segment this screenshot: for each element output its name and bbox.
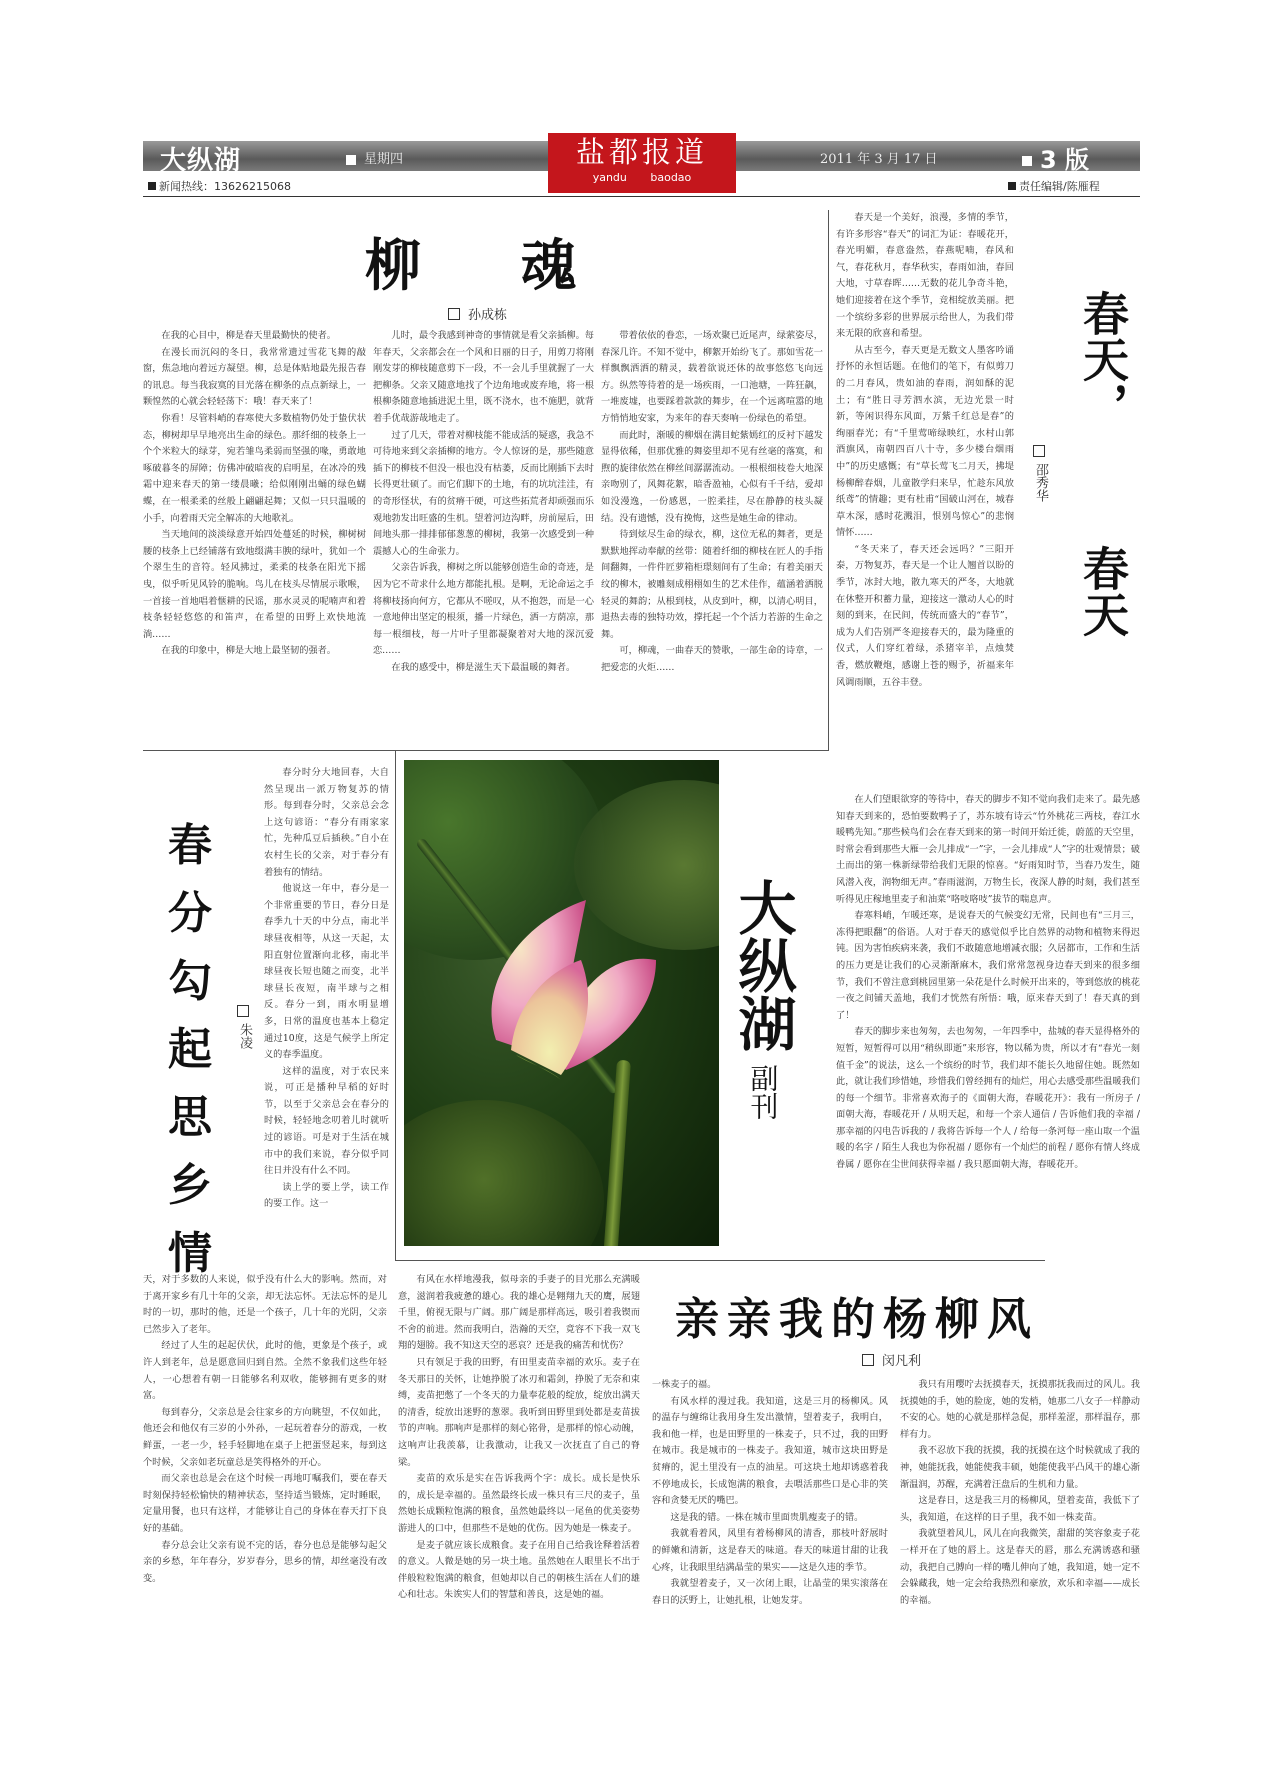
paragraph: 春寒料峭，乍暖还寒，是说春天的气候变幻无常，民间也有“三月三，冻得把眼翻”的俗语。人对于春天的感觉似乎比自然界的动物和植物来得迟钝。因为害怕疾病来袭，我们不敢随意地增减衣服；久居都市，工作和生活的压力更是让我们的心灵渐渐麻木，我们常常忽视身边春天到来的很多细节，我们不曾注意到桃园里第一朵花是什么时候开出来的，等到悠放的桃花一夜之间铺天盖地，我们才恍然有所悟：哦，原来春天到了！春天真的到了！ xyxy=(836,910,1140,1021)
section-name: 大纵湖 xyxy=(160,146,242,176)
paragraph: 是麦子就应该长成粮食。麦子在用自己给我诠释着活着的意义。人微是她的另一块土地。虽然她在人眼里长不出于伴般粒粒饱满的粮食，但她却以自己的朝核生活在人们的雄心和壮志。朱诶实人们的智慧和善良，这是她的福。 xyxy=(398,1539,640,1601)
chuntian-title-bottom: 春天 xyxy=(1076,545,1130,637)
paragraph: 带着依依的眷恋，一场欢聚已近尾声，绿萦姿尽，春深几许。不知不觉中，柳絮开始纷飞了。那如雪花一样飘飘洒洒的精灵，载着欲说还休的故事悠悠飞向远方。纵然等待着的是一场疾雨，一口池塘，一阵狂飙，一堆废墟，也要踩着款款的舞步，在一个远离喧嚣的地方悄悄地安家，为来年的春天奏响一份绿色的希望。 xyxy=(601,330,823,424)
paragraph: 在人们望眼欲穿的等待中，春天的脚步不知不觉向我们走来了。最先感知春天到来的，恐怕要数鸭子了，苏东坡有诗云“竹外桃花三两枝，春江水暖鸭先知。”那些候鸟们会在春天到来的第一时间开始迁徙，蔚蓝的天空里，时常会看到那些大雁一会儿排成“一”字，一会儿排成“人”字的壮观情景；破土而出的第一株新绿带给我们无限的惊喜。“好雨知时节，当春乃发生，随风潜入夜，润物细无声。”春雨滋润，万物生长，夜深人静的时刻，我们甚至听得见庄稼地里麦子和油菜“咯吱咯吱”拔节的喘息声。 xyxy=(836,794,1140,905)
chuntian-column-lower xyxy=(836,792,1140,1268)
liuhun-title: 柳 魂 xyxy=(365,233,617,299)
author-box-icon xyxy=(448,308,460,320)
liuhun-column-3 xyxy=(601,328,823,748)
paragraph: 春天的脚步来也匆匆，去也匆匆，一年四季中，盐城的春天显得格外的短暂，短暂得可以用“稍纵即逝”来形容，物以稀为贵，所以才有“春光一刻值千金”的说法，这么一个缤纷的时节，我们却不能长久地留住她。既然如此，就让我们珍惜她，珍惜我们曾经拥有的灿烂，用心去感受那些温暖我们的每一个细节。非常喜欢海子的《面朝大海，春暖花开》：我有一所房子 / 面朝大海，春暖花开 / 从明天起，和每一个亲人通信 / 告诉他们我的幸福 / 那幸福的闪电告诉我的 / 我将告诉每一个人 / 给每一条河每一座山取一个温暖的名字 / 陌生人我也为你祝福 / 愿你有一个灿烂的前程 / 愿你有情人终成眷属 / 愿你在尘世间获得幸福 / 我只愿面朝大海，春暖花开。 xyxy=(836,1026,1140,1171)
paragraph: 可，柳魂，一曲春天的赞歌，一部生命的诗章，一把爱恋的火炬…… xyxy=(601,645,823,673)
newspaper-logo xyxy=(548,133,736,193)
paragraph: 我就看着风，风里有着杨柳风的清香，那枝叶舒展时的鲜嫩和清新，这是春天的味道。春天的味道甘甜的让我心疼，让我眼里结满晶莹的果实——这是久违的季节。 xyxy=(652,1528,888,1573)
chunfen-column-full xyxy=(143,1272,387,1644)
page-number-text: 3 版 xyxy=(1040,146,1090,174)
yangliu-column-3 xyxy=(900,1377,1140,1644)
paragraph: 在我的印象中，柳是大地上最坚韧的强者。 xyxy=(161,645,336,657)
lotus-bud-icon xyxy=(456,890,676,1110)
yangliu-column-2 xyxy=(652,1377,888,1644)
news-hotline xyxy=(148,178,291,194)
paragraph: 待到炫尽生命的绿衣，柳，这位无私的舞者，更是默默地挥动奉献的丝带：随着纤细的柳枝在匠人的手指间翻舞，一件件匠萝箱柜璟刻间有了生命；有着美丽天纹的柳木，被雕刻成栩栩如生的艺术佳作，蕴涵着洒脱轻灵的舞韵；从根到枝，从皮到叶，柳，以清心明目，退热去毒的独特功效，撑托起一个个活力若游的生命之舞。 xyxy=(601,529,823,640)
paragraph: 在我的心目中，柳是春天里最勤快的使者。 xyxy=(161,330,336,341)
paragraph: 春天是一个美好，浪漫，多情的季节，有许多形容“春天”的词汇为证：春暖花开，春光明媚，春意盎然，春燕呢喃，春风和气，春花秋月，春华秋实，春雨如油，春回大地，寸草春晖……无数的花儿争奇斗艳，她们迎接着在这个季节，竞相绽放美丽。把一个缤纷多彩的世界展示给世人，为我们带来无限的欣喜和希望。 xyxy=(836,212,1014,340)
title-char: 思 xyxy=(168,1092,212,1143)
liuhun-column-2 xyxy=(373,328,594,748)
responsible-editor xyxy=(1008,178,1100,194)
liuhun-author-name: 孙成栋 xyxy=(468,308,508,323)
yangliu-title: 亲亲我的杨柳风 xyxy=(675,1294,1039,1345)
paragraph: 经过了人生的起起伏伏，此时的他，更象是个孩子，或许人到老年，总是愿意回归到自然。全然不象我们这些年轻人，一心想着有朝一日能够名利双收，能够拥有更多的财富。 xyxy=(143,1340,387,1402)
divider-right-column xyxy=(828,210,829,750)
paragraph: 在我的感受中，柳是滋生天下最温暖的舞者。 xyxy=(391,661,576,673)
chuntian-column-upper xyxy=(836,210,1014,788)
author-box-icon xyxy=(1033,445,1045,457)
supplement-type: 副刊 xyxy=(746,1064,780,1120)
paragraph: 在漫长而沉闷的冬日，我常常遗过雪花飞舞的敲窗，焦急地向着远方凝望。柳，总是体贴地最先报告春的讯息。每当我寂寞的目光落在柳条的点点新绿上，一颗惶然的心就会轻轻荡下：哦！春天来了！ xyxy=(143,346,366,408)
chuntian-author-name: 邵秀华 xyxy=(1033,463,1048,502)
masthead-rule xyxy=(143,196,1140,197)
title-char: 情 xyxy=(168,1228,212,1279)
lotus-photo xyxy=(404,760,719,1246)
supplement-label xyxy=(720,760,805,1246)
liuhun-column-1 xyxy=(143,328,366,748)
chunfen-author-name: 朱凌 xyxy=(237,1023,252,1049)
paragraph: 这是春日，这是我三月的杨柳风，望着麦苗，我低下了头，我知道，在这样的日子里，我不如一株麦苗。 xyxy=(900,1495,1140,1523)
paragraph: 从古至今，春天更是无数文人墨客吟诵抒怀的永恒话题。在他们的笔下，有似剪刀的二月春风，贵如油的春雨，润如酥的泥土；有“胜日寻芳泗水滨，无边光景一时新，等闲识得东风面，万紫千红总是春”的绚丽春光；有“千里莺啼绿映红，水村山郭酒旗风，南朝四百八十寺，多少楼台烟雨中”的历史感慨；有“草长莺飞二月天，拂堤杨柳醉春烟，儿童散学归来早，忙趁东风放纸鸢”的情趣；更有杜甫“国破山河在，城春草木深，感时花溅泪，恨别鸟惊心”的悲悯情怀…… xyxy=(836,344,1014,539)
paragraph: 我不忍放下我的抚摸，我的抚摸在这个时候就成了我的神，她能抚我，她能使我丰硕，她能使我平凸风干的雄心渐渐温润，苏醒，充满着汪盘后的生机和力量。 xyxy=(900,1445,1140,1490)
paragraph: 我就望着麦子，又一次闭上眼，让晶莹的果实滚落在春日的沃野上，让她扎根，让她发芽。 xyxy=(652,1578,888,1606)
paragraph: 麦苗的欢乐是实在告诉我两个字：成长。成长是快乐的，成长是幸福的。虽然最终长成一株只有三尺的麦子，虽然她长成颗粒饱满的粮食，虽然她最终以一尾鱼的优美姿势游进人的口中，但那些不是她的优伤。因为她是一株麦子。 xyxy=(398,1473,640,1534)
square-bullet-icon xyxy=(1008,182,1016,190)
square-bullet-icon xyxy=(346,155,356,165)
title-char: 乡 xyxy=(168,1160,212,1211)
paragraph: 只有领足于我的田野，有田里麦苗幸福的欢乐。麦子在冬天那日的关怀，让她挣脱了冰刃和霜剑，挣脱了无奈和束缚，麦苗把憋了一个冬天的力量奉花般的绽放，绽放出满天的清香，绽放出迷野的葱翠。我听到田野里到处都是麦苗拔节的声响。那响声是那样的刻心铭骨，是那样的惊心动魄，这响声让我羡慕，让我激动，让我又一次抚直了自己的脊梁。 xyxy=(398,1356,640,1468)
chunfen-column-narrow xyxy=(264,765,389,1270)
divider-left-column xyxy=(395,750,396,1260)
paragraph: 春分时分大地回春，大自然呈现出一派万物复苏的情形。每到春分时，父亲总会念上这句谚语：“春分有雨家家忙，先种瓜豆后插秧。”自小在农村生长的父亲，对于春分有着独有的情结。 xyxy=(264,767,389,878)
paragraph: 而此时，渐暖的柳烟在满目蛇紫嫣红的反衬下越发显得依稀，但那优雅的舞姿里却不见有丝毫的落寞，和煦的旋律依然在柳丝间潺潺流动。一根根细枝卷大地深亲吻别了，风舞花絮，暗香盈袖，心似有千千结，爱却如没漫逸，一份感恩，一腔柔挂，尽在静静的枝头凝结。没有遗憾，没有挽悔，这些是她生命的律动。 xyxy=(601,429,823,524)
paragraph: 有风水样的漫过我。我知道，这是三月的杨柳风。风的温存与缠绵让我用身生发出激情，望着麦子，我明白，我和他一样，也是田野里的一株麦子，只不过，我的田野在城市。我是城市的一株麦子。我知道，城市这块田野是贫瘠的，泥土里没有一点的油星。可这块土地却诱惑着我不停地成长，长成饱满的粮食，去喂活那些口是心非的笑容和贪婪无厌的嘴巴。 xyxy=(652,1395,888,1507)
paragraph: 儿时，最令我感到神奇的事情就是看父亲插柳。每年春天，父亲都会在一个风和日丽的日子，用剪刀将刚刚发芽的柳枝随意剪下一段，不一会儿手里就握了一大把柳条。父亲又随意地找了个边角地或废弃地，将一根根柳条随意地插进泥土里，既不浇水，也不施肥，就背着手优哉游哉地走了。 xyxy=(373,330,594,424)
paragraph: 当天地间的淡淡绿意开始四处蔓延的时候，柳树树腰的枝条上已经铺落有致地缀满丰腴的绿叶，犹如一个个翠生生的音符。轻风拂过，柔柔的枝条在阳光下摇曳，似乎听见风铃的脆响。鸟儿在枝头尽情展示歌喉，一首接一首地唱着惬耕的民谣，那水灵灵的呢喃声和着枝条轻轻悠悠的和笛声，在希望的田野上欢快地流淌…… xyxy=(143,529,366,640)
chunfen-author xyxy=(236,1005,250,1054)
paragraph: 你看！尽管料峭的春寒使大多数植物仍处于蛰伏状态，柳树却早早地亮出生命的绿色。那纤细的枝条上一个个米粒大的绿芽，宛若雏鸟柔弱而坚强的喙，勇敢地啄破暮冬的屏障；仿佛冲破暗夜的启明星，在冰冷的残霜中迎来春天的第一缕晨曦；给似刚刚出蛹的绿色蝴蝶，在一根柔柔的丝般上翩翩起舞；又似一只只温暖的小手，向着雨天完全解冻的大地歌礼。 xyxy=(143,412,366,524)
logo-pinyin: yandu baodao xyxy=(592,171,692,184)
paragraph: 有风在水样地漫我，似母亲的手妻子的目光那么充满暖意，滋润着我疲惫的雄心。我的雄心是翱翔九天的鹰，展翅千里，俯视无限与广阔。那广阔是那样高远，吸引着我锲而不舍的前进。然而我明白，浩瀚的天空，竟容不下我一双飞翔的翅膀。我不知这天空的恶哀？还是我的痛苦和忧伤？ xyxy=(398,1274,640,1352)
chuntian-author xyxy=(1032,445,1046,507)
title-char: 春 xyxy=(168,820,212,871)
square-bullet-icon xyxy=(148,182,156,190)
paragraph: 天，对于多数的人来说，似乎没有什么大的影响。然而，对于离开家乡有几十年的父亲，却无法忘怀。无法忘怀的是儿时的一切，那时的他，还是一个孩子，几十年的光阴，父亲已然步入了老年。 xyxy=(143,1274,387,1335)
paragraph: 我只有用嘤咛去抚摸春天，抚摸那抚我而过的风儿。我抚摸她的手，她的脸庞，她的发梢，她那二八女子一样静动不安的心。她的心就是那样急促，那样羞涩，那样温存，那样有力。 xyxy=(900,1379,1140,1440)
title-char: 起 xyxy=(168,1024,212,1075)
author-box-icon xyxy=(237,1005,249,1017)
leaf-shape xyxy=(404,1100,604,1246)
yangliu-column-1 xyxy=(398,1272,640,1644)
page-number xyxy=(1022,140,1089,175)
supplement-name: 大纵湖 xyxy=(728,878,797,1052)
paragraph: 春分总会让父亲有说不完的话，春分也总是能够勾起父亲的乡愁，年年春分，岁岁春分，思乡的情，却丝毫没有改变。 xyxy=(143,1539,387,1584)
paragraph: 而父亲也总是会在这个时候一再地叮嘱我们，要在春天时刻保持轻松愉快的精神状态，坚持适当锻炼，定时睡眠，定量用餐，也只有这样，才能够让自己的身体在春天打下良好的基础。 xyxy=(143,1473,387,1534)
logo-chinese: 盐都报道 xyxy=(575,135,708,169)
yangliu-author-name: 闵凡利 xyxy=(882,1354,922,1369)
editor-text: 责任编辑/陈雁程 xyxy=(1019,180,1100,193)
paragraph: 这样的温度，对于农民来说，可正是播种早稻的好时节，以至于父亲总会在春分的时候，轻轻地念叨着儿时就听过的谚语。可是对于生活在城市中的我们来说，春分似乎同往日并没有什么不同。 xyxy=(264,1065,389,1177)
divider-below-liuhun xyxy=(143,750,829,751)
weekday-label xyxy=(346,148,403,167)
issue-date: 2011 年 3 月 17 日 xyxy=(820,152,938,167)
title-char: 勾 xyxy=(168,956,212,1007)
paragraph: “冬天来了，春天还会远吗？”三阳开泰，万物复苏，春天是一个让人翘首以盼的季节，冰封大地，散九寒天的严冬，大地就在休整开积蓄力量，迎接这一激动人心的时刻的到来，在民间，传统而盛大的“春节”，成为人们告别严冬迎接春天的，最为隆重的仪式，人们穿红着绿，杀猪宰羊，点烛焚香，燃放鞭炮，感谢上苍的赐予，祈福来年风调雨顺，五谷丰登。 xyxy=(836,543,1014,688)
paragraph: 这是我的错。一株在城市里面贵肌瘦麦子的错。 xyxy=(670,1511,864,1523)
liuhun-author xyxy=(448,304,507,323)
paragraph: 他说这一年中，春分是一个非常重要的节日，春分日是春季九十天的中分点，南北半球昼夜相等，从这一天起，太阳直射位置渐向北移，南北半球昼夜长短也随之而变，北半球昼长夜短，南半球与之相反。春分一到，雨水明显增多，日常的温度也基本上稳定通过10度，这是气候学上所定义的春季温度。 xyxy=(264,883,389,1061)
paragraph: 每到春分，父亲总是会往家乡的方向眺望，不仅如此，他还会和他仅有三岁的小外孙，一起玩着春分的游戏，一枚鲜蛋，一老一少，轻手轻脚地在桌子上把蛋竖起来，每到这个时候，父亲如老玩童总是笑得格外的开心。 xyxy=(143,1406,387,1468)
paragraph: 我就望着风儿，风儿在向我微笑，甜甜的笑容象麦子花一样开在了她的唇上。这是春天的唇，那么充满诱惑和骚动，我把自己膊向一样的嘴儿伸向了她，我知道，她一定不会躲藏我，她一定会给我热烈和豪放，欢乐和幸福——成长的幸福。 xyxy=(900,1528,1140,1606)
yangliu-author xyxy=(862,1350,921,1369)
chuntian-title-top: 春天， xyxy=(1076,290,1130,428)
title-char: 分 xyxy=(168,888,212,939)
paragraph: 读上学的要上学，读工作的要工作。这一 xyxy=(264,1181,389,1210)
paragraph: 过了几天，带着对柳枝能不能成活的疑惑，我急不可待地来到父亲插柳的地方。令人惊讶的是，那些随意插下的柳枝不但没一根也没有枯萎，反而比刚插下去时长得更壮硕了。而它们脚下的土地，有的坑坑洼洼，有的奇形怪状，有的贫瘠干硬，可这些拓荒者却顽强而乐观地勃发出旺盛的生机。望着河边沟畔，房前屋后，田间地头那一排排郁郁葱葱的柳树，我第一次感受到一种震撼人心的生命张力。 xyxy=(373,429,594,557)
weekday-text: 星期四 xyxy=(364,152,404,167)
square-bullet-icon xyxy=(1022,156,1032,166)
paragraph: 一株麦子的福。 xyxy=(652,1379,717,1390)
paragraph: 父亲告诉我，柳树之所以能够创造生命的奇迹，是因为它不苛求什么地方都能扎根。是啊，无论命运之手将柳枝扬向何方，它都从不嗟叹，从不抱怨，而是一心一意地伸出坚定的根须，播一片绿色，洒一方荫凉，那每一根细枝，每一片叶子里都凝聚着对大地的深沉爱恋…… xyxy=(373,562,594,657)
chunfen-title xyxy=(160,812,220,1288)
author-box-icon xyxy=(862,1354,874,1366)
hotline-text: 新闻热线：13626215068 xyxy=(159,180,291,193)
